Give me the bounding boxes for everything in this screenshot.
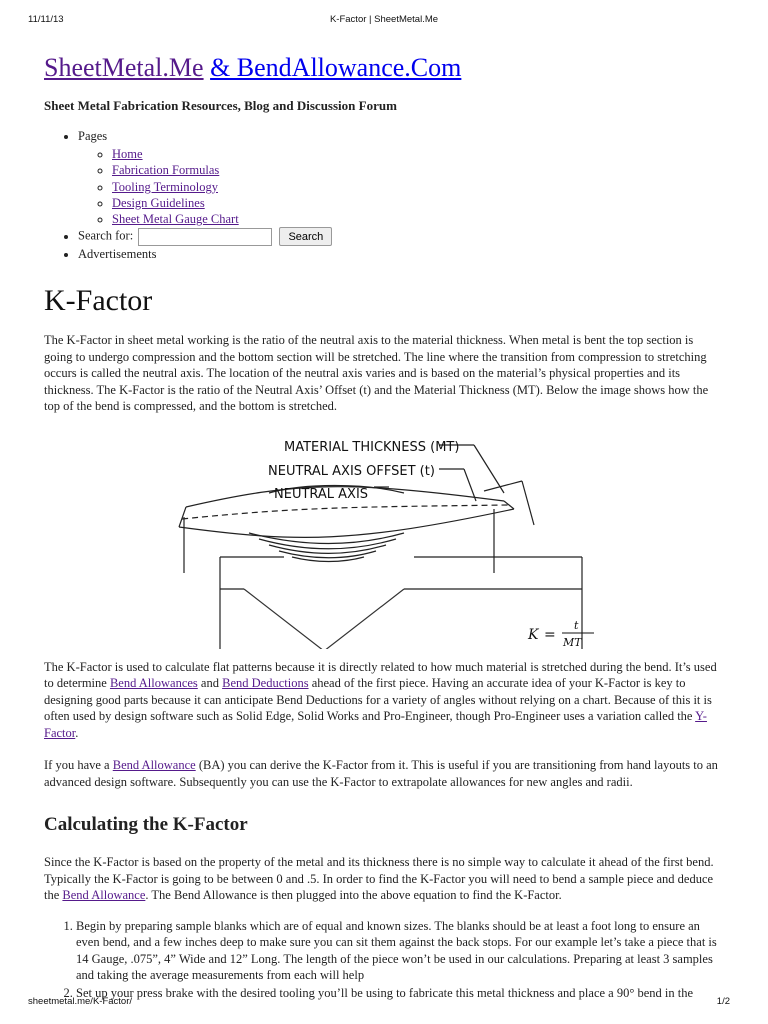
nav-advertisements [78, 246, 724, 262]
nav-link-tooling-terminology[interactable]: Tooling Terminology [112, 179, 218, 194]
nav-item-design-guidelines [112, 195, 724, 211]
article-paragraph-usage [44, 659, 724, 742]
site-title-link-sheetmetal[interactable]: SheetMetal.Me [44, 53, 204, 82]
text-segment: and [197, 676, 223, 691]
text-segment: . [75, 725, 79, 740]
nav-pages-label: Pages [78, 129, 108, 143]
article-paragraph-calculating [44, 854, 724, 904]
print-url: sheetmetal.me/K-Factor/ [28, 996, 133, 1007]
link-bend-allowances[interactable]: Bend Allowances [109, 676, 198, 691]
page-content [44, 52, 724, 1002]
text-segment: . The Bend Allowance is then plugged into the above equation to find the K-Factor. [145, 888, 562, 903]
bend-diagram [44, 421, 724, 649]
steps-list [44, 918, 724, 1002]
step-item: 2. Set up your press brake with the desired tooling you’ll be using to fabricate this metal thickness and place a 90° bend in the [76, 985, 724, 1002]
neutral-axis-line [182, 505, 508, 519]
step-item: 1. Begin by preparing sample blanks which are of equal and known sizes. The blanks should be at least a foot long to ensure an even bend, and a few inches deep to make sure you can sit them against the back stops. For our example let’s take a piece that is 14 Gauge, .075”, 4” Wide and 12” Long. The length of the piece won’t be used in our calculations. Preparing at least 3 samples and taking the average measurements from each will help [76, 918, 724, 984]
nav-link-fabrication-formulas[interactable]: Fabrication Formulas [112, 163, 220, 178]
k-factor-figure [44, 421, 724, 649]
formula-denominator: MT [563, 635, 582, 649]
nav-pages [78, 128, 724, 227]
nav-search [78, 227, 724, 246]
text-segment: The K-Factor is used to calculate flat patterns because it is directly related to how much material is stretched during the bend. It’s used to determine [44, 659, 717, 691]
nav-menu [44, 128, 724, 262]
k-factor-formula [527, 619, 594, 649]
nav-item-home [112, 146, 724, 162]
site-tagline: Sheet Metal Fabrication Resources, Blog and Discussion Forum [44, 98, 397, 113]
search-button[interactable]: Search [279, 227, 332, 246]
article-paragraph-intro: The K-Factor in sheet metal working is the ratio of the neutral axis to the material thickness. When metal is bent the top section is going to undergo compression and the bottom section will be stretched. The line where the transition from compression to stretching occurs is called the neutral axis. The location of the neutral axis varies and is based on the material’s physical properties and its thickness. The K-Factor is the ratio of the Neutral Axis’ Offset (t) and the Material Thickness (MT). Below the image shows how the top of the bend is compressed, and the bottom is stretched. [44, 333, 709, 414]
nav-item-tooling-terminology [112, 179, 724, 195]
nav-link-design-guidelines[interactable]: Design Guidelines [112, 195, 205, 210]
text-segment: If you have a [44, 758, 113, 773]
label-material-thickness: MATERIAL THICKNESS (MT) [284, 439, 460, 455]
print-page-title: K-Factor | SheetMetal.Me [329, 14, 439, 25]
nav-item-gauge-chart [112, 211, 724, 227]
advertisements-label: Advertisements [78, 247, 157, 262]
site-title [44, 52, 724, 84]
text-segment: Since the K-Factor is based on the property of the metal and its thickness there is no simple way to calculate it ahead of the first bend. Typically the K-Factor is going to be between 0 and .5. In order to find the K-Factor you will need to bend a sample piece and deduce the [44, 855, 714, 903]
formula-numerator: t [574, 618, 579, 632]
nav-item-fabrication-formulas [112, 162, 724, 178]
sheet-bottom-edge [179, 509, 514, 537]
text-segment: (BA) you can derive the K-Factor from it. This is useful if you are transitioning from hand layouts to an advanced design software. Subsequently you can use the K-Factor to extrapolate allowances for new angles and radii. [44, 758, 718, 789]
text-segment: ahead of the first piece. Having an accurate idea of your K-Factor is key to designing good parts because it can anticipate Bend Deductions for a variety of angles without relying on a chart. Because of this it is often used by design software such as Solid Edge, Solid Works and Pro-Engineer, though Pro-Engineer uses a variation called the [44, 676, 712, 724]
site-title-link-bendallowance[interactable]: & BendAllowance.Com [210, 53, 462, 82]
nav-link-home[interactable]: Home [112, 147, 143, 162]
formula-k: K [528, 626, 539, 643]
link-bend-allowance[interactable]: Bend Allowance [112, 758, 196, 773]
search-label: Search for: [78, 228, 134, 243]
print-page-number: 1/2 [716, 996, 730, 1007]
nav-link-gauge-chart[interactable]: Sheet Metal Gauge Chart [112, 212, 239, 227]
article-paragraph-derive [44, 757, 724, 790]
print-header [0, 14, 768, 28]
link-y-factor[interactable]: Y-Factor [44, 709, 707, 740]
label-neutral-axis: NEUTRAL AXIS [274, 486, 369, 502]
label-neutral-axis-offset: NEUTRAL AXIS OFFSET (t) [268, 463, 435, 479]
print-date: 11/11/13 [28, 14, 64, 25]
formula-equals: = [544, 626, 556, 643]
dimension-lines [374, 445, 534, 525]
search-input[interactable] [138, 228, 272, 246]
article-title: K-Factor [44, 284, 153, 318]
link-bend-deductions[interactable]: Bend Deductions [222, 676, 309, 691]
link-bend-allowance-2[interactable]: Bend Allowance [62, 888, 146, 903]
section-heading-calculating: Calculating the K-Factor [44, 814, 248, 836]
nav-pages-list [78, 146, 724, 227]
